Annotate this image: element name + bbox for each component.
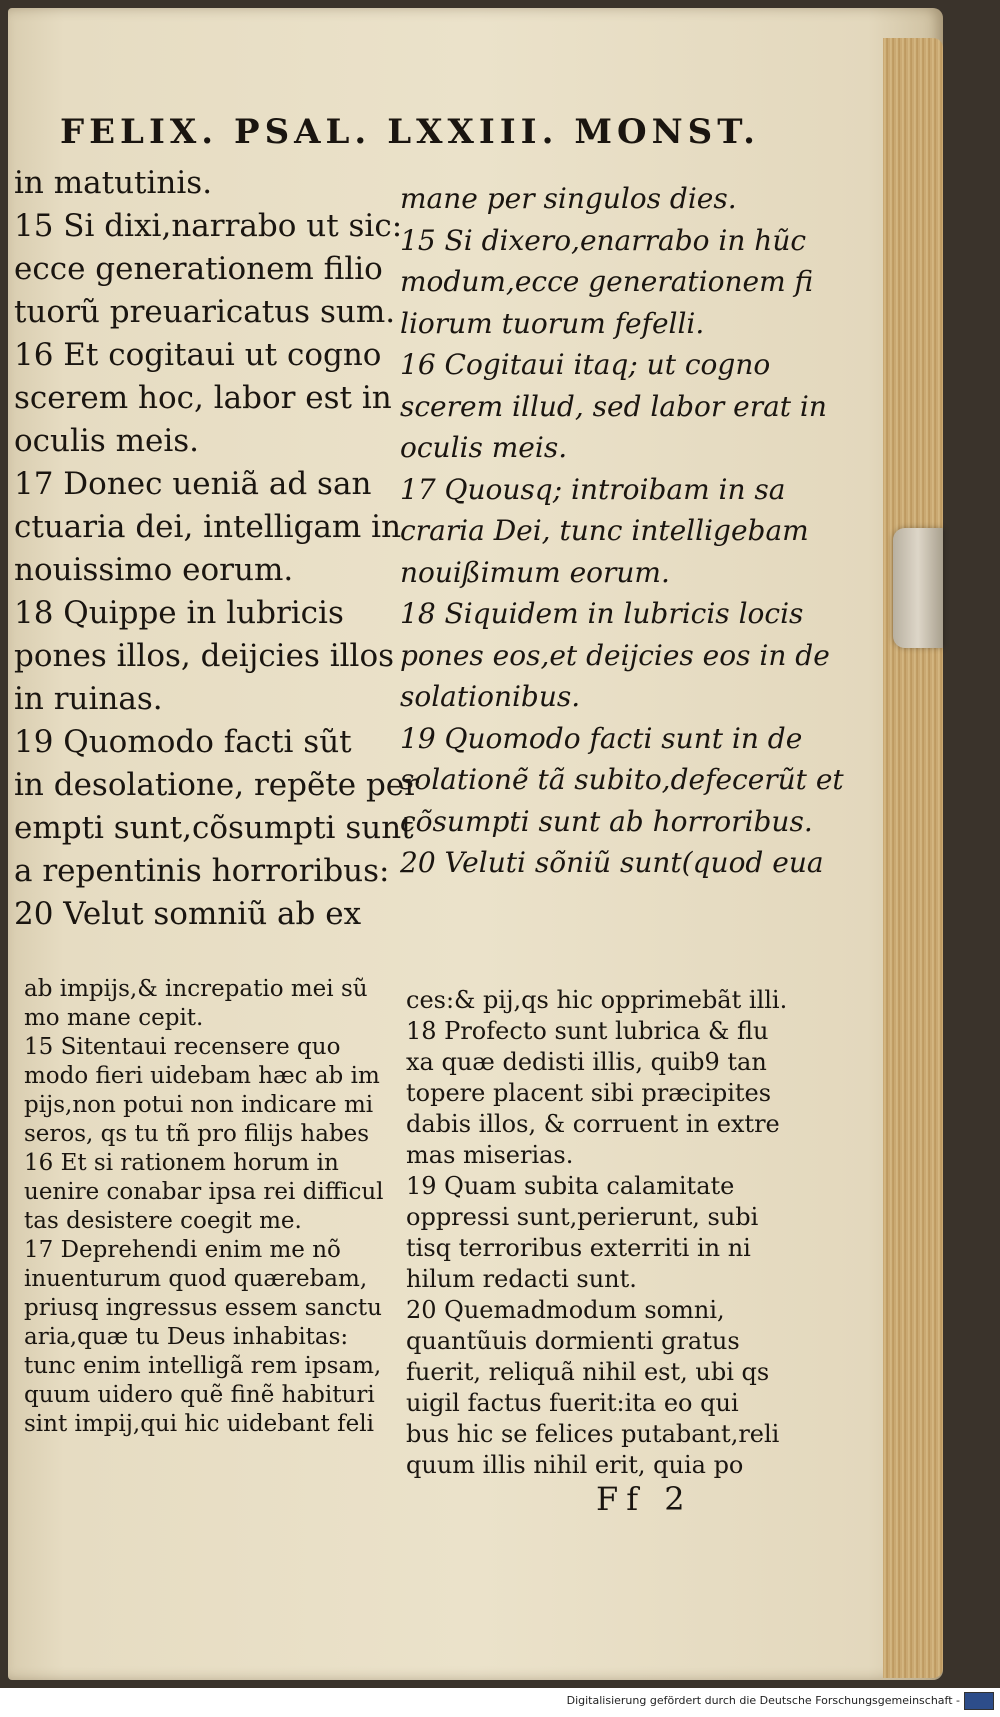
text-line: oppressi sunt,perierunt, subi bbox=[406, 1203, 759, 1231]
text-line: dabis illos, & corruent in extre bbox=[406, 1110, 780, 1138]
text-line: pones illos, deijcies illos bbox=[14, 638, 395, 674]
text-line: ab impijs,& increpatio mei sũ bbox=[24, 976, 368, 1002]
text-line: xa quæ dedisti illis, quib9 tan bbox=[406, 1048, 767, 1076]
header-word: MONST. bbox=[574, 112, 760, 152]
text-line: 20 Veluti sõniũ sunt(quod eua bbox=[400, 846, 824, 879]
text-line: tas desistere coegit me. bbox=[24, 1208, 302, 1234]
text-line: 15 Si dixi,narrabo ut sic: bbox=[14, 208, 403, 244]
text-line: quum illis nihil erit, quia po bbox=[406, 1451, 744, 1479]
paraphrase-column-right bbox=[406, 985, 806, 1481]
text-line: 15 Sitentaui recensere quo bbox=[24, 1034, 341, 1060]
text-line: craria Dei, tunc intelligebam bbox=[400, 514, 809, 547]
text-line: 20 Quemadmodum somni, bbox=[406, 1296, 725, 1324]
text-line: seros, qs tu tñ pro filijs habes bbox=[24, 1121, 370, 1147]
text-line: quum uidero quẽ finẽ habituri bbox=[24, 1382, 375, 1408]
book-clasp bbox=[893, 528, 943, 648]
text-line: quantũuis dormienti gratus bbox=[406, 1327, 740, 1355]
text-line: oculis meis. bbox=[14, 423, 200, 459]
header-word: LXXIII. bbox=[387, 112, 559, 152]
text-line: 16 Et cogitaui ut cogno bbox=[14, 337, 382, 373]
text-line: scerem illud, sed labor erat in bbox=[400, 389, 827, 423]
text-line: modo fieri uidebam hæc ab im bbox=[24, 1063, 380, 1089]
text-line: cõsumpti sunt ab horroribus. bbox=[400, 804, 813, 838]
text-line: 17 Quousq; introibam in sa bbox=[400, 472, 786, 506]
text-line: priusq ingressus essem sanctu bbox=[24, 1295, 382, 1321]
text-line: 19 Quomodo facti sũt bbox=[14, 724, 352, 760]
text-line: 19 Quomodo facti sunt in de bbox=[400, 721, 803, 755]
text-line: nouissimo eorum. bbox=[14, 552, 294, 588]
signature-mark: Ff 2 bbox=[596, 1480, 693, 1518]
text-line: uigil factus fuerit:ita eo qui bbox=[406, 1389, 739, 1417]
text-line: uenire conabar ipsa rei difficul bbox=[24, 1179, 384, 1205]
text-line: 18 Siquidem in lubricis locis bbox=[400, 597, 804, 630]
text-line: solationibus. bbox=[400, 680, 581, 713]
dfg-logo bbox=[964, 1692, 994, 1710]
text-line: 20 Velut somniũ ab ex bbox=[14, 896, 362, 932]
text-line: bus hic se felices putabant,reli bbox=[406, 1420, 780, 1448]
text-line: solationẽ tã subito,defecerũt et bbox=[400, 763, 844, 796]
text-line: scerem hoc, labor est in bbox=[14, 380, 392, 416]
text-line: inuenturum quod quærebam, bbox=[24, 1266, 368, 1292]
paraphrase-column-left bbox=[24, 975, 384, 1439]
text-line: nouißimum eorum. bbox=[400, 555, 670, 589]
text-line: in matutinis. bbox=[14, 165, 213, 201]
text-line: modum,ecce generationem fi bbox=[400, 265, 814, 298]
text-line: 16 Et si rationem horum in bbox=[24, 1150, 339, 1176]
text-line: 18 Profecto sunt lubrica & flu bbox=[406, 1017, 769, 1045]
text-line: 19 Quam subita calamitate bbox=[406, 1172, 735, 1200]
text-line: liorum tuorum fefelli. bbox=[400, 306, 705, 340]
text-line: empti sunt,cõsumpti sunt bbox=[14, 810, 414, 846]
text-line: ctuaria dei, intelligam in bbox=[14, 509, 402, 545]
text-line: mas miserias. bbox=[406, 1141, 574, 1169]
text-line: aria,quæ tu Deus inhabitas: bbox=[24, 1324, 349, 1350]
text-line: topere placent sibi præcipites bbox=[406, 1079, 772, 1107]
text-line: mo mane cepit. bbox=[24, 1005, 204, 1031]
text-line: a repentinis horroribus: bbox=[14, 853, 390, 889]
text-line: 17 Deprehendi enim me nõ bbox=[24, 1237, 341, 1263]
text-line: 15 Si dixero,enarrabo in hũc bbox=[400, 223, 807, 257]
text-line: fuerit, reliquã nihil est, ubi qs bbox=[406, 1358, 770, 1386]
header-word: PSAL. bbox=[234, 112, 372, 152]
latin-column-vulgate bbox=[14, 162, 419, 936]
funding-credit: Digitalisierung gefördert durch die Deutsche Forschungsgemeinschaft - bbox=[566, 1694, 960, 1707]
text-line: pones eos,et deijcies eos in de bbox=[400, 638, 830, 672]
text-line: 16 Cogitaui itaq; ut cogno bbox=[400, 348, 771, 381]
text-line: tisq terroribus exterriti in ni bbox=[406, 1234, 751, 1262]
text-line: 17 Donec ueniã ad san bbox=[14, 466, 372, 502]
text-line: in desolatione, repẽte per bbox=[14, 767, 419, 803]
latin-column-translation bbox=[400, 178, 844, 884]
text-line: hilum redacti sunt. bbox=[406, 1265, 637, 1293]
text-line: in ruinas. bbox=[14, 681, 163, 717]
text-line: ces:& pij,qs hic opprimebãt illi. bbox=[406, 986, 788, 1014]
text-line: tunc enim intelligã rem ipsam, bbox=[24, 1353, 382, 1379]
text-line: pijs,non potui non indicare mi bbox=[24, 1092, 374, 1118]
header-word: FELIX. bbox=[60, 112, 219, 152]
running-header bbox=[60, 112, 760, 152]
text-line: tuorũ preuaricatus sum. bbox=[14, 294, 396, 330]
text-line: oculis meis. bbox=[400, 431, 568, 464]
text-line: ecce generationem filio bbox=[14, 251, 383, 287]
text-line: sint impij,qui hic uidebant feli bbox=[24, 1411, 374, 1437]
text-line: mane per singulos dies. bbox=[400, 182, 737, 215]
text-line: 18 Quippe in lubricis bbox=[14, 595, 344, 631]
page-edges bbox=[883, 38, 943, 1678]
